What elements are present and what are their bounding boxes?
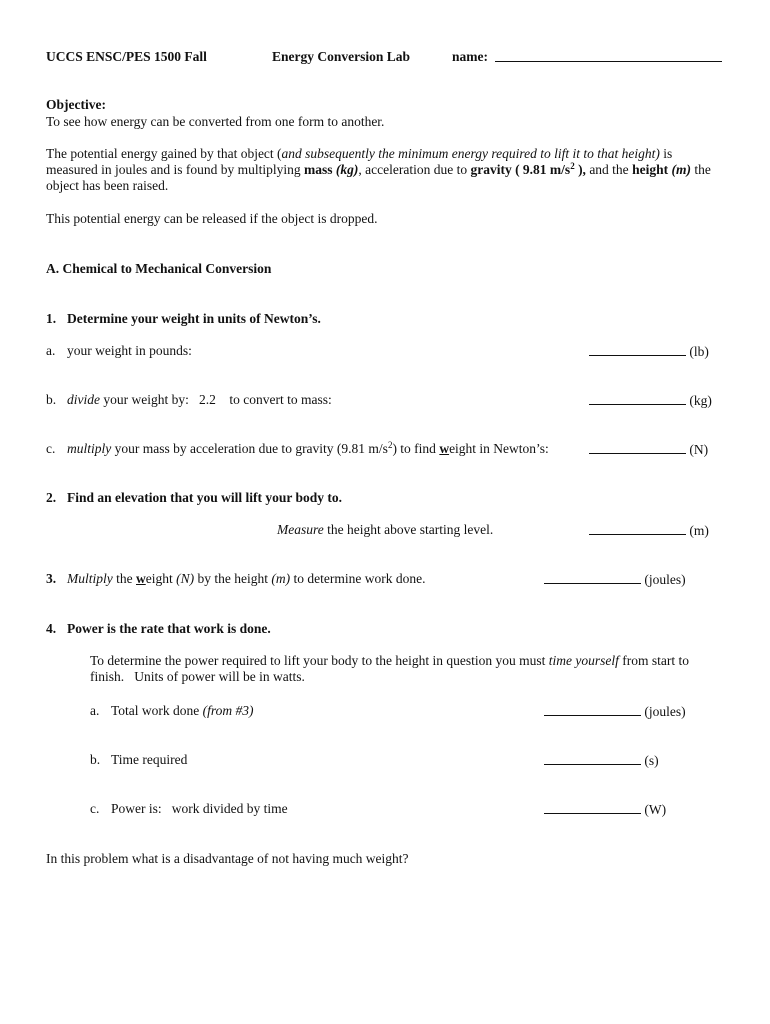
lab-title: Energy Conversion Lab (272, 49, 411, 64)
q1-number: 1. (46, 311, 57, 326)
release-paragraph: This potential energy can be released if the object is dropped. (46, 211, 378, 226)
q1a-answer (589, 343, 709, 360)
q1b-text: divide your weight by: 2.2 to convert to mass: (67, 392, 332, 407)
name-field[interactable] (495, 61, 722, 62)
q4b-unit: (s) (644, 753, 659, 768)
name-label: name: (452, 49, 488, 64)
q4c-blank[interactable] (544, 801, 641, 814)
q2-answer (589, 522, 709, 539)
q4a-unit: (joules) (644, 704, 686, 719)
q4c-unit: (W) (644, 802, 667, 817)
q3-text: Multiply the weight (N) by the height (m) to determine work done. (67, 571, 426, 586)
q1b-unit: (kg) (689, 393, 712, 408)
objective-text: To see how energy can be converted from one form to another. (46, 114, 385, 129)
q4b-blank[interactable] (544, 752, 641, 765)
q4-number: 4. (46, 621, 57, 636)
q4b-answer (544, 752, 659, 769)
q1c-blank[interactable] (589, 441, 686, 454)
section-a-heading: A. Chemical to Mechanical Conversion (46, 261, 272, 276)
q1c-unit: (N) (689, 442, 709, 457)
q3-number: 3. (46, 571, 57, 586)
q4c-answer (544, 801, 666, 818)
q1a-text: your weight in pounds: (67, 343, 192, 358)
course-header: UCCS ENSC/PES 1500 Fall (46, 49, 207, 64)
q1b-answer (589, 392, 712, 409)
q4b-text: Time required (111, 752, 188, 767)
q1-title: Determine your weight in units of Newton’s. (67, 311, 321, 326)
q2-blank[interactable] (589, 522, 686, 535)
closing-question: In this problem what is a disadvantage of not having much weight? (46, 851, 409, 866)
q3-unit: (joules) (644, 572, 686, 587)
q1b-blank[interactable] (589, 392, 686, 405)
q3-answer (544, 571, 686, 588)
q1c-answer (589, 441, 708, 458)
q4c-text: Power is: work divided by time (111, 801, 288, 816)
q1a-letter: a. (46, 343, 56, 358)
q1c-text: multiply your mass by acceleration due to gravity (9.81 $m/s^2$) to find weight in Newton’s: (67, 440, 549, 456)
q2-unit: (m) (689, 523, 709, 538)
q1a-blank[interactable] (589, 343, 686, 356)
q4a-letter: a. (90, 703, 100, 718)
q4a-answer (544, 703, 686, 720)
q2-number: 2. (46, 490, 57, 505)
q4a-blank[interactable] (544, 703, 641, 716)
objective-label: Objective: (46, 97, 106, 112)
potential-energy-paragraph: The potential energy gained by that object (and subsequently the minimum energy required to lift it to that height) is measured in joules and is found by multiplying mass (kg), acceleration due to gravity ( 9.81 $m/s^2$ ), and the height (m) the object has been raised. (46, 146, 711, 193)
q2-title: Find an elevation that you will lift your body to. (67, 490, 343, 505)
q4-instructions: To determine the power required to lift your body to the height in question you must time yourself from start to finish. Units of power will be in watts. (90, 653, 693, 684)
q4c-letter: c. (90, 801, 100, 816)
q1a-unit: (lb) (689, 344, 709, 359)
q1b-letter: b. (46, 392, 57, 407)
q2-measure-text: Measure the height above starting level. (277, 522, 494, 537)
q1c-letter: c. (46, 441, 56, 456)
q3-blank[interactable] (544, 571, 641, 584)
q4b-letter: b. (90, 752, 101, 767)
q4a-text: Total work done (from #3) (111, 703, 254, 718)
q4-title: Power is the rate that work is done. (67, 621, 271, 636)
